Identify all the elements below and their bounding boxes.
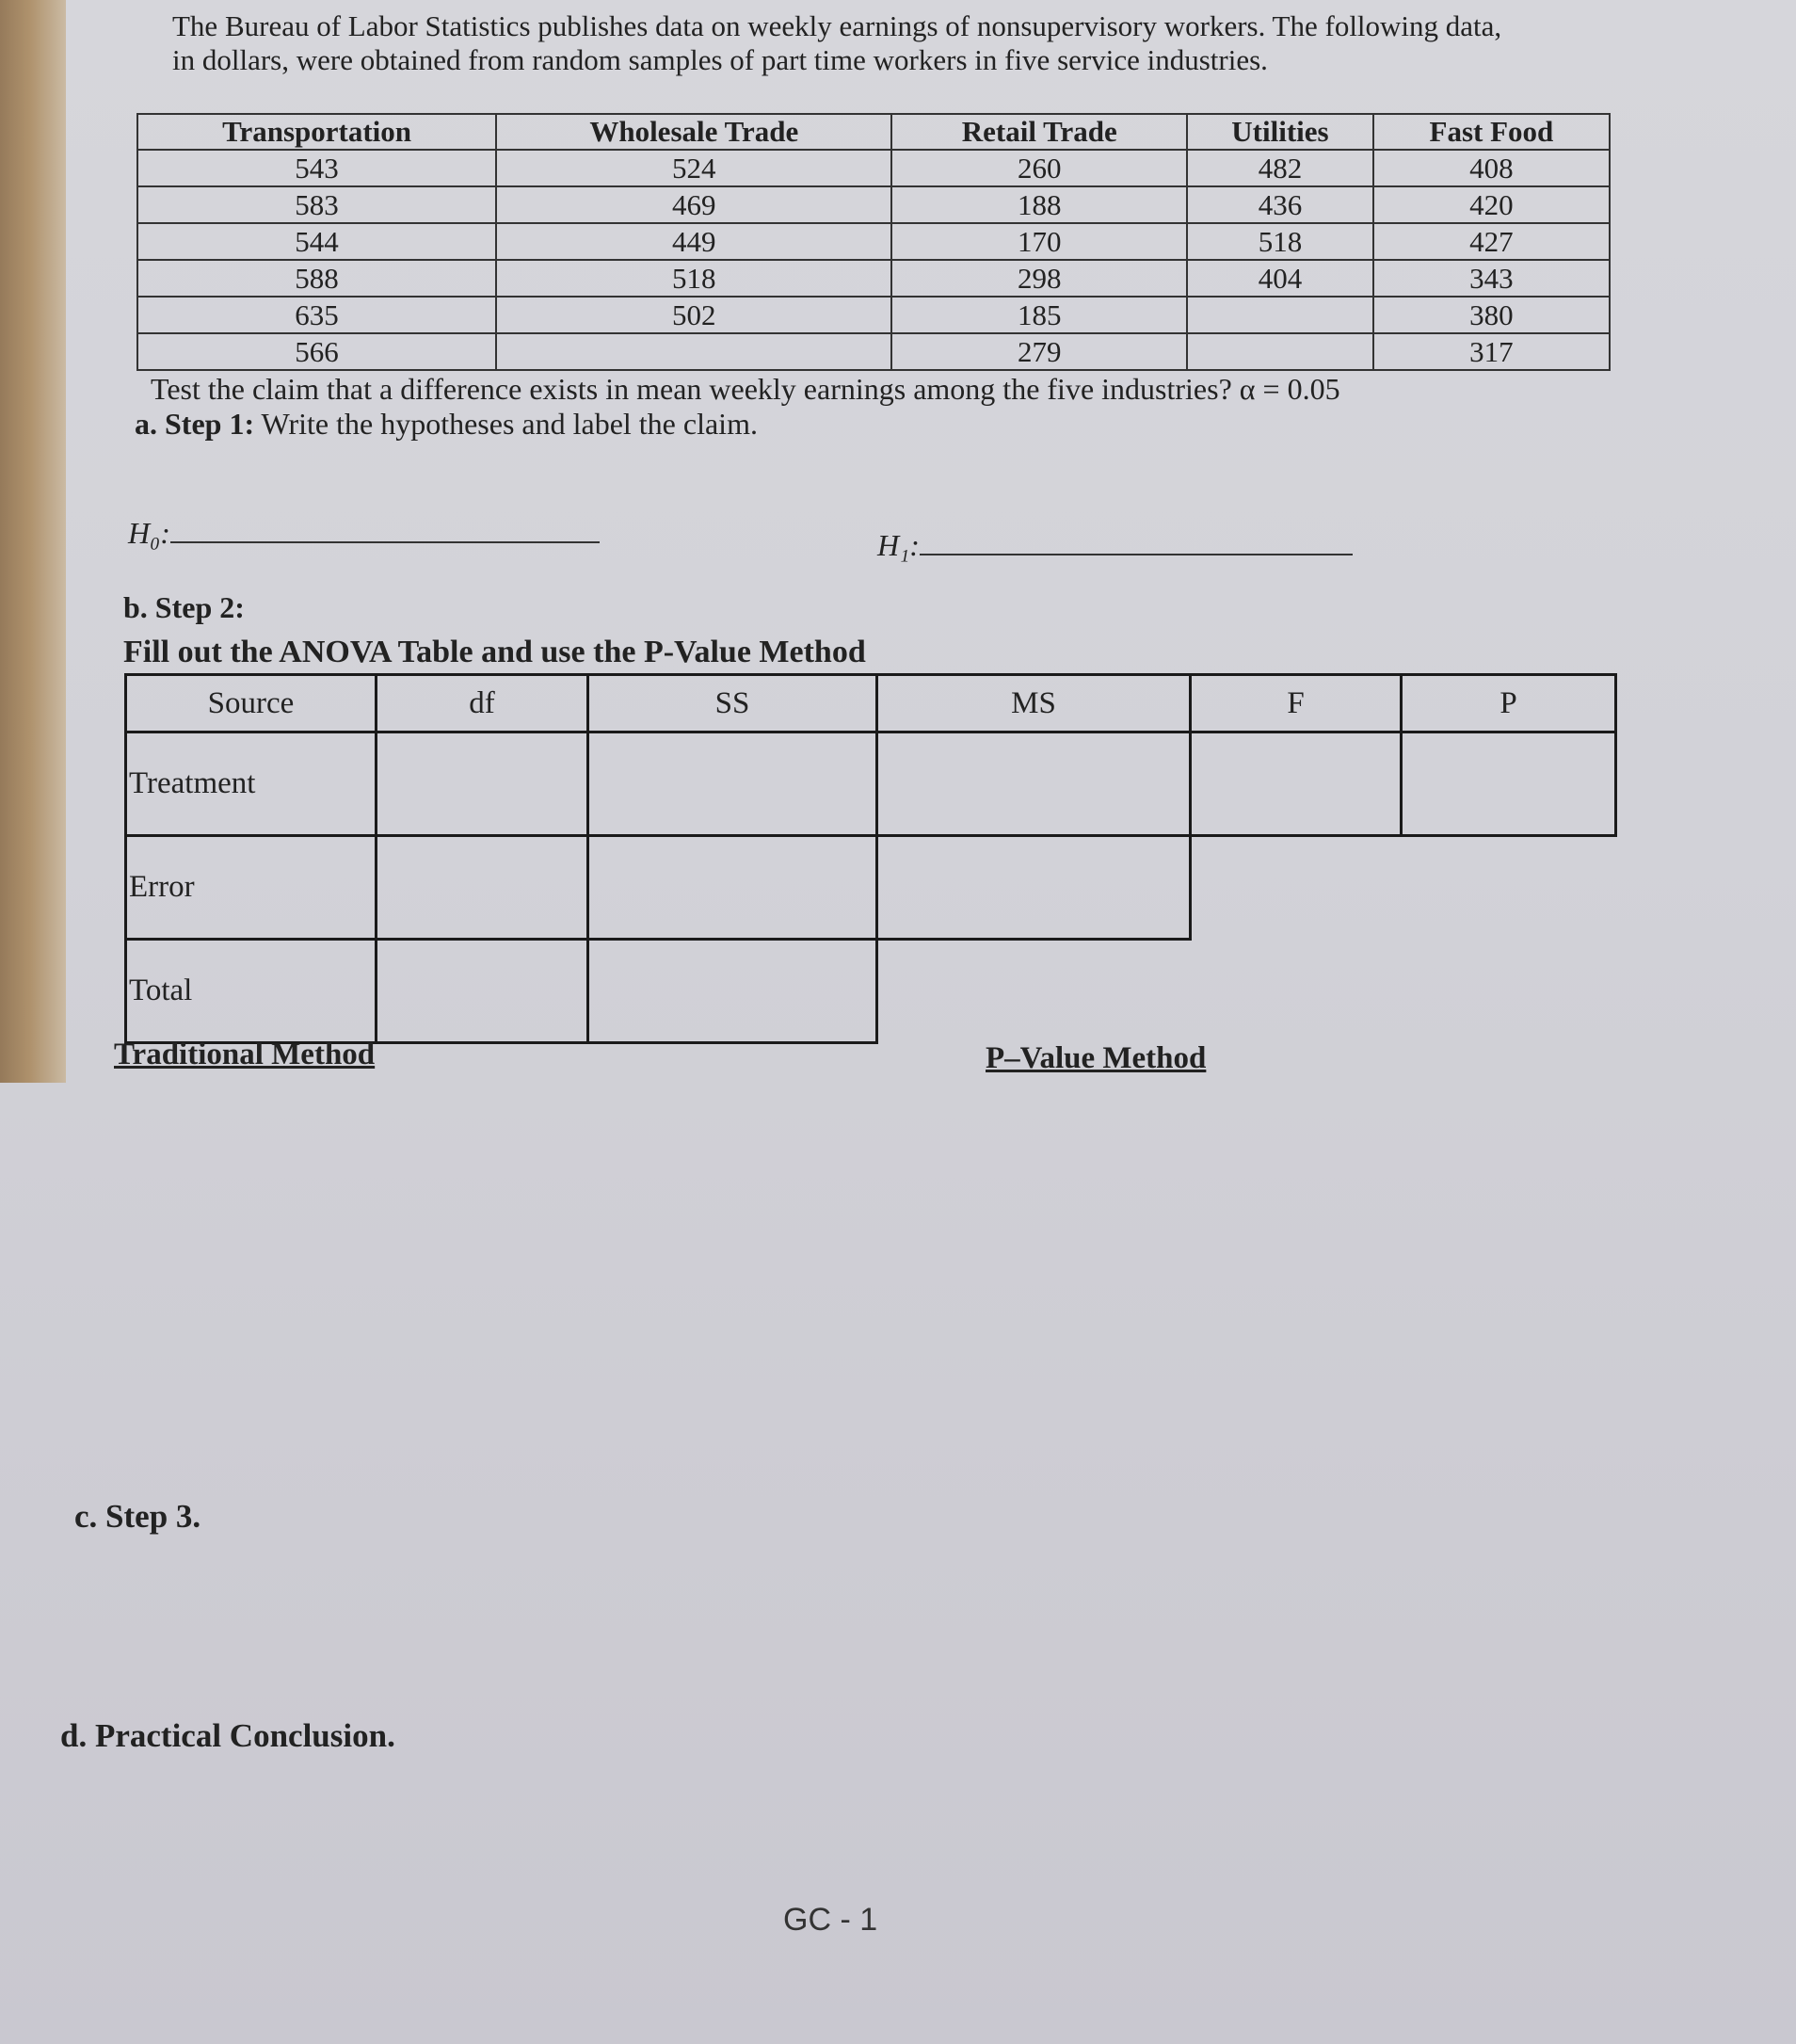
header-utilities: Utilities — [1187, 114, 1373, 150]
anova-source-error: Error — [126, 836, 377, 940]
anova-cell-total-df[interactable] — [377, 940, 588, 1043]
anova-source-total: Total — [126, 940, 377, 1043]
table-cell: 482 — [1187, 150, 1373, 186]
table-cell: 544 — [137, 223, 496, 260]
anova-empty-cell — [877, 940, 1191, 1043]
anova-cell-error-ms[interactable] — [877, 836, 1191, 940]
table-row — [137, 297, 1610, 333]
table-cell: 469 — [496, 186, 891, 223]
table-cell: 185 — [891, 297, 1187, 333]
anova-instruction: Fill out the ANOVA Table and use the P-Value Method — [123, 635, 866, 669]
page-footer: GC - 1 — [783, 1902, 878, 1938]
table-row — [137, 186, 1610, 223]
table-cell: 583 — [137, 186, 496, 223]
traditional-method-heading: Traditional Method — [114, 1038, 376, 1071]
anova-header-ms: MS — [877, 675, 1191, 732]
table-cell: 518 — [1187, 223, 1373, 260]
table-cell: 588 — [137, 260, 496, 297]
anova-header-df: df — [377, 675, 588, 732]
anova-empty-cell — [1402, 940, 1616, 1043]
anova-cell-total-ss[interactable] — [588, 940, 877, 1043]
anova-empty-cell — [1402, 836, 1616, 940]
anova-header-p: P — [1402, 675, 1616, 732]
header-wholesale-trade: Wholesale Trade — [496, 114, 891, 150]
table-cell — [1187, 297, 1373, 333]
data-table-header-row — [137, 114, 1610, 150]
table-cell: 427 — [1373, 223, 1610, 260]
alternative-hypothesis — [877, 528, 1353, 563]
step-1-instruction — [135, 407, 758, 442]
anova-row-total — [126, 940, 1616, 1043]
anova-cell-treatment-ss[interactable] — [588, 732, 877, 836]
header-transportation: Transportation — [137, 114, 496, 150]
table-row — [137, 150, 1610, 186]
table-cell: 518 — [496, 260, 891, 297]
table-cell: 404 — [1187, 260, 1373, 297]
table-cell: 188 — [891, 186, 1187, 223]
claim-question: Test the claim that a difference exists in mean weekly earnings among the five industries? α = 0.05 — [151, 372, 1340, 406]
table-cell: 420 — [1373, 186, 1610, 223]
table-cell: 543 — [137, 150, 496, 186]
anova-source-treatment: Treatment — [126, 732, 377, 836]
anova-cell-error-ss[interactable] — [588, 836, 877, 940]
table-cell: 343 — [1373, 260, 1610, 297]
step-2-label: b. Step 2: — [123, 590, 245, 624]
table-cell: 449 — [496, 223, 891, 260]
anova-cell-error-df[interactable] — [377, 836, 588, 940]
practical-conclusion-label: d. Practical Conclusion. — [60, 1717, 395, 1754]
table-cell: 380 — [1373, 297, 1610, 333]
table-row — [137, 260, 1610, 297]
step-1-label: a. Step 1: — [135, 407, 255, 441]
anova-header-f: F — [1191, 675, 1402, 732]
table-cell: 436 — [1187, 186, 1373, 223]
pvalue-method-heading: P–Value Method — [986, 1041, 1207, 1075]
table-cell — [496, 333, 891, 370]
table-cell: 408 — [1373, 150, 1610, 186]
anova-header-source: Source — [126, 675, 377, 732]
table-cell: 635 — [137, 297, 496, 333]
h1-label: H₁: — [877, 528, 920, 562]
h0-label: H₀: — [128, 516, 170, 550]
table-cell: 260 — [891, 150, 1187, 186]
table-cell: 170 — [891, 223, 1187, 260]
table-cell: 524 — [496, 150, 891, 186]
table-cell: 566 — [137, 333, 496, 370]
h0-answer-blank[interactable] — [170, 517, 600, 543]
header-retail-trade: Retail Trade — [891, 114, 1187, 150]
intro-paragraph: The Bureau of Labor Statistics publishes data on weekly earnings of nonsupervisory workers. The following data, in dollars, were obtained from random samples of part time workers in five service industries. — [172, 9, 1502, 76]
anova-row-error — [126, 836, 1616, 940]
anova-row-treatment — [126, 732, 1616, 836]
step-3-label: c. Step 3. — [74, 1498, 201, 1535]
header-fast-food: Fast Food — [1373, 114, 1610, 150]
anova-table — [124, 673, 1617, 1044]
earnings-data-table — [136, 113, 1611, 371]
table-cell: 279 — [891, 333, 1187, 370]
anova-cell-treatment-df[interactable] — [377, 732, 588, 836]
anova-header-row — [126, 675, 1616, 732]
anova-empty-cell — [1191, 836, 1402, 940]
step-1-text: Write the hypotheses and label the claim. — [254, 407, 758, 441]
table-row — [137, 223, 1610, 260]
table-cell: 317 — [1373, 333, 1610, 370]
anova-cell-treatment-ms[interactable] — [877, 732, 1191, 836]
anova-empty-cell — [1191, 940, 1402, 1043]
h1-answer-blank[interactable] — [920, 533, 1353, 555]
desk-edge — [0, 0, 66, 1083]
table-row — [137, 333, 1610, 370]
anova-header-ss: SS — [588, 675, 877, 732]
anova-cell-treatment-p[interactable] — [1402, 732, 1616, 836]
table-cell: 298 — [891, 260, 1187, 297]
table-cell: 502 — [496, 297, 891, 333]
null-hypothesis — [128, 516, 600, 551]
anova-cell-treatment-f[interactable] — [1191, 732, 1402, 836]
table-cell — [1187, 333, 1373, 370]
